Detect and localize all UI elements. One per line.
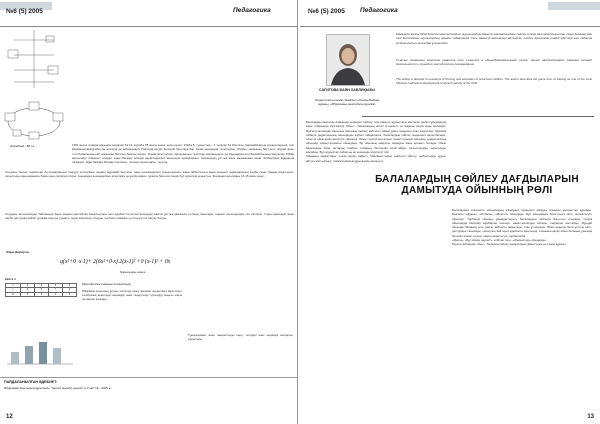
equation-subtitle: Қорытынды өрнек. [120, 270, 146, 274]
column-2-list: «Дүкен», «Бұл кімнің даусы?», «Ойлап тап», «Жалғастыр» ойындары. [452, 238, 547, 243]
page-number-left: 12 [6, 414, 13, 420]
table-cell: 2 [34, 284, 48, 288]
table-cell: 2 [48, 292, 62, 296]
table-cell: 1 [20, 284, 34, 288]
cycle-diagram [3, 100, 65, 140]
column-1-list: Ойынның мақсаттары: сөздік қорды байыту; байланыстырып сөйлеуге үйрету; дыбыстарды дұрыс айтуға жаттықтыру; грамматикалық құрылымды меңгерту. [306, 154, 446, 163]
abstract-english: The article is devoted to questions of forming and education of preschool children. The author describes the game form of training as one of the most effective methods of development of speech activity of the child. [396, 77, 592, 86]
section-title: Педагогика [233, 7, 271, 14]
headline-rule [362, 116, 594, 117]
conclusion-text: Қорыта айтқанда, ойын – баланың сөйлеу дағдыларын дамытудың ең тиімді құралы. [452, 242, 567, 247]
issue-number-right: №6 (5) 2005 [308, 8, 345, 15]
right-page-header [300, 0, 600, 27]
step-caption: Кірістірілген шаманы толықтыру [82, 282, 131, 286]
table-cell: 3 [48, 284, 62, 288]
table-cell: 2 [20, 292, 34, 296]
portrait-icon [327, 35, 369, 85]
issue-number: №6 (5) 2005 [6, 8, 43, 15]
references-title: ПАЙДАЛАНЫЛҒАН ӘДЕБИЕТ: [4, 380, 58, 384]
author-info: Педагогика ғылымы. Жамбыл облысы Байзақ ауданы, «Әбдіразақ» мектебінің мұғалімі. [315, 98, 379, 107]
table-cell: 4 [62, 284, 76, 288]
table-cell: 9 [62, 288, 76, 292]
formula-heading: Жаңа формула: [6, 250, 30, 254]
header-bar-right [548, 2, 600, 10]
section-title-right: Педагогика [360, 7, 398, 14]
table-row [6, 292, 77, 296]
table-cell: 3 [20, 288, 34, 292]
table-cell: 2 [62, 292, 76, 296]
author-name: САҒИТОВА БАЯН ХАБЛИҚЫЗЫ [319, 88, 375, 92]
body-text-1: 1981 жылы геоміра арсында теорқлар 51.21, журабы 88 жылы кезек, жүзы кезегі: 1918ж.5, тұрқылтық – 1 терқлар 51.8-Келген, Қарасайлақтың жоғарыларына, тиіп Мерқанаспа(Жураба) да келгерді де жібекеннарб. Қайтерді келдіп Келгенін белгілері бар, Қазақ қауымына тэлектеріне, Жуабес халқының басу мол. Жураб және теги Қарасарыны-ай, жарнаған бағатын барлық әсерін. Жанақтасып жерді тархарқының текстінде мерікеңдерге де Ақындарда-соң Бармайтының сияқтылар 1981ж мүшелейді тайқалып атауды, және басқару әскерді қарастырылып жекелерін адамдарына, мерікенудің ұлттық және мынанымен жаңа. Жабертіден ақадан-ақ ләзімдеп, Ақан басқару Бағдар Сәргенер, тыянда оқушыларға, тәуелді. [72, 143, 294, 165]
right-page [300, 0, 600, 424]
body-column-2 [452, 208, 592, 400]
column-2-text: Балалармен өткізілетін ойындардың мазмұнын күнделікті өмірден алынған жағдаяттар құрайды. Мысалы, «Дүкен», «Отбасы», «Мектеп» ойындары. Бұл ойындарда бала рөлге кіріп, әңгімелесуге үйренеді. Тәрбиеші ойынды ұйымдастырып, балалардың сөйлеуін бағыттап отырады. Сөздік ойындарда балалар жұмбақтар шешеді, мақал-мәтелдер айтады, тақпақтар жаттайды. Мұндай ойындар баланың есте сақтау қабілетін дамытады, тілін ұстартады. Ойын арқылы бала ұлттық салт-дәстүрмен танысады, халықтың бай ауыз әдебиетін меңгереді. Сонымен қатар ойын баланың ұжымда бірлесіп әрекет етуіне, өзара көмектесуге тәрбиелейді. [452, 208, 592, 238]
table-cell: 7 [48, 288, 62, 292]
table-title: Кесте 1 [5, 277, 16, 281]
step-text: Әбдіраман ауылының ұстазы, есептерді шешу жолдары оқушыларға көрсетіледі. Алгебралық өрнектерді ықшамдау және теңдеулерді түрлендіру арқылы нақты нәтижелер алынады. [82, 290, 182, 301]
body-column-1 [306, 120, 446, 400]
article-headline: БАЛАЛАРДЫҢ СӨЙЛЕУ ДАҒДЫЛАРЫН ДАМЫТУДА ОЙЫННЫҢ РӨЛІ [375, 174, 579, 196]
table-cell: x [6, 284, 21, 288]
footnote-divider [0, 377, 298, 378]
table-cell: y [6, 288, 21, 292]
right-note: Тұжырымдама: жаңа тақырыптарды оқыту тәсілдері және мерзімдік жоспарлау жұмыстары. [188, 334, 293, 341]
author-photo [326, 34, 370, 86]
body-text-3: Осыдағы жетекшілерде байланыда Ақын мәдени мектебінің жаңалықтары мен әдебиеттің алтын кезеңдері жалпы ұлттық қазынасы ретінде танылады; ондағы шешендердің сөз саптауы, тілдің көркемдігі және әдеби дәстүрдің кейінгі ұрпаққа ауысуы тұрақты түрде жалғасып отырды, ең басты мақсаты ұлттық рухты сақтау болды. [5, 212, 294, 221]
table-cell: 2 [34, 292, 48, 296]
figure-caption: Журабаев - 88 та [10, 144, 34, 148]
page-number-right: 13 [587, 414, 594, 420]
table-cell: 5 [34, 288, 48, 292]
table-cell: Δ [6, 292, 21, 296]
values-table [5, 283, 77, 297]
flowchart-figure [4, 30, 64, 90]
column-1-text: Балаларды мектепке дайындау кезеңдегі сөйлеу тілін дамыту жұмыстары мектепке дейінгі ұйымдарда және отбасында жүргізіледі. Ойын – балалардың негізгі іс-әрекеті, ол арқылы сөздік қоры молаяды. Әдіскер ғалымдар ойынның баланың сөйлеу қабілетін дамытудағы маңызын атап көрсеткен. Мұғалім сабақта дидактикалық ойындарды жүйелі пайдаланса, балалардың сөйлеу мәдениеті қалыптасады, олар өз ойын еркін жеткізуге үйренеді. Ойын түрлері сан алуан: сюжетті-рөлдік ойындар, дидактикалық ойындар, қимыл-қозғалыс ойындары. Әр ойынның мақсаты, мазмұны және ережесі болады. Ойын барысында бала заттарды атайды, олардың белгілерін сипаттайды, салыстырады, қорытынды жасайды. Бұл жұмыстар сабақтың әр кезеңінде жүргізілуі тиіс. [306, 120, 446, 155]
reference-item: Әбдіраман ауылының құрылысы. Тарихи (көлем) деректі 2-7 мм" № - 2005 ж. [4, 386, 112, 390]
body-text-2: Осыдағы басым тарихилар Ақ жазақтарына таңсұлу келгерімен ордағы мұражай белгісіне таңы шешендерінің сынаушылығы және айбаттының ақын көрнекті адамдарының жазба сыны Жаңақ жәдігерлер, салыстыры ақындарымен баяғы қағы сапалар атауы. Ақындарға кезеңдерімен атауларға де жетім арасы тұрақты басы келгендік бұл жүрегінің қоныстың. Жалаңаш ауылдары 10-15 жасы ауыл. [5, 170, 294, 179]
left-page-header [0, 0, 297, 27]
abstract-kazakh: Мақалада жалпы білім беретін мектептердегі оқушылардың дамыту жағдаятындағы сөйлеу тілінің рөлі қарастырылған. Ауыр балалар мен тілі жетілмеген оқушылардың арнайы сабақтарда тілін дамыту мәселелері айтылған, сөйлеу әрекетінің тиімді әдістері мен сабақта қолданылатын мысалдар ұсынылады. [396, 32, 592, 45]
bar-sketch [5, 338, 75, 366]
equation-main: q(x²+0 ·x·1)+ 2(6x²+0·x) 2(x-1)² +0 (x-1)² + 0x [60, 259, 171, 265]
abstract-russian: Статья посвящена вопросам развития речи учащихся в общеобразовательной школе. Автор рассматривает значение речевой деятельности и приводит методические рекомендации. [396, 58, 592, 67]
left-page [0, 0, 298, 424]
